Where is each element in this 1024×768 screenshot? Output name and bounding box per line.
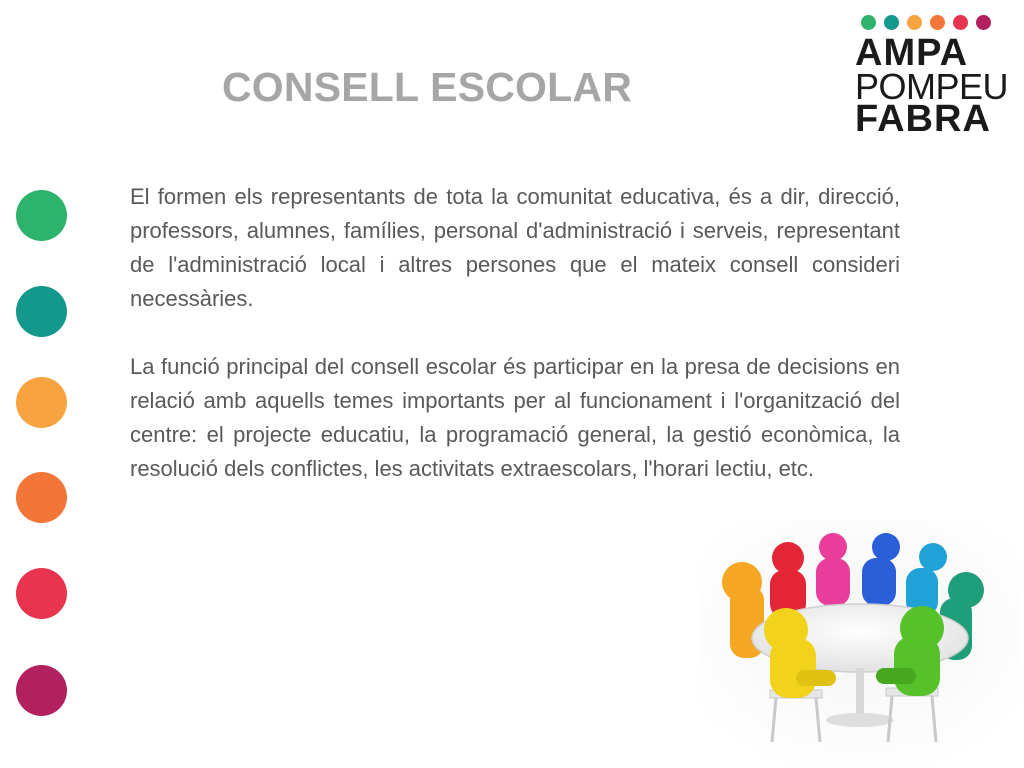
logo-dot: [907, 15, 922, 30]
paragraph-function: La funció principal del consell escolar és participar en la presa de decisions en relació amb aquells temes importants per al funcionament i l'organització del centre: el projecte educatiu, la programació general, la gestió econòmica, la resolució dels conflictes, les activitats extraescolars, l'horari lectiu, etc.: [130, 354, 900, 481]
side-dot-teal: [16, 286, 67, 337]
figure-back-red: [770, 542, 806, 618]
logo-line-ampa: AMPA: [855, 32, 969, 74]
logo-line-pompeu: POMPEU: [855, 66, 1009, 107]
slide-body: [130, 180, 900, 520]
logo-dot: [884, 15, 899, 30]
logo-dot: [953, 15, 968, 30]
logo-dots: [855, 15, 995, 30]
side-dot-orange: [16, 472, 67, 523]
slide-title: CONSELL ESCOLAR: [222, 64, 632, 110]
paragraph-composition: El formen els representants de tota la comunitat educativa, és a dir, direcció, professors, alumnes, famílies, personal d'administració i serveis, representant de l'administració local i altres persones que el mateix consell consideri necessàries.: [130, 184, 900, 311]
round-table-illustration: [700, 520, 1020, 768]
figure-back-pink: [816, 533, 850, 606]
logo-dot: [930, 15, 945, 30]
side-dot-magenta: [16, 665, 67, 716]
logo-dot: [976, 15, 991, 30]
logo-dot: [861, 15, 876, 30]
side-dot-green: [16, 190, 67, 241]
side-dot-red: [16, 568, 67, 619]
logo-line-fabra: FABRA: [855, 98, 991, 140]
ampa-logo: [855, 15, 1009, 140]
side-dot-orange-light: [16, 377, 67, 428]
